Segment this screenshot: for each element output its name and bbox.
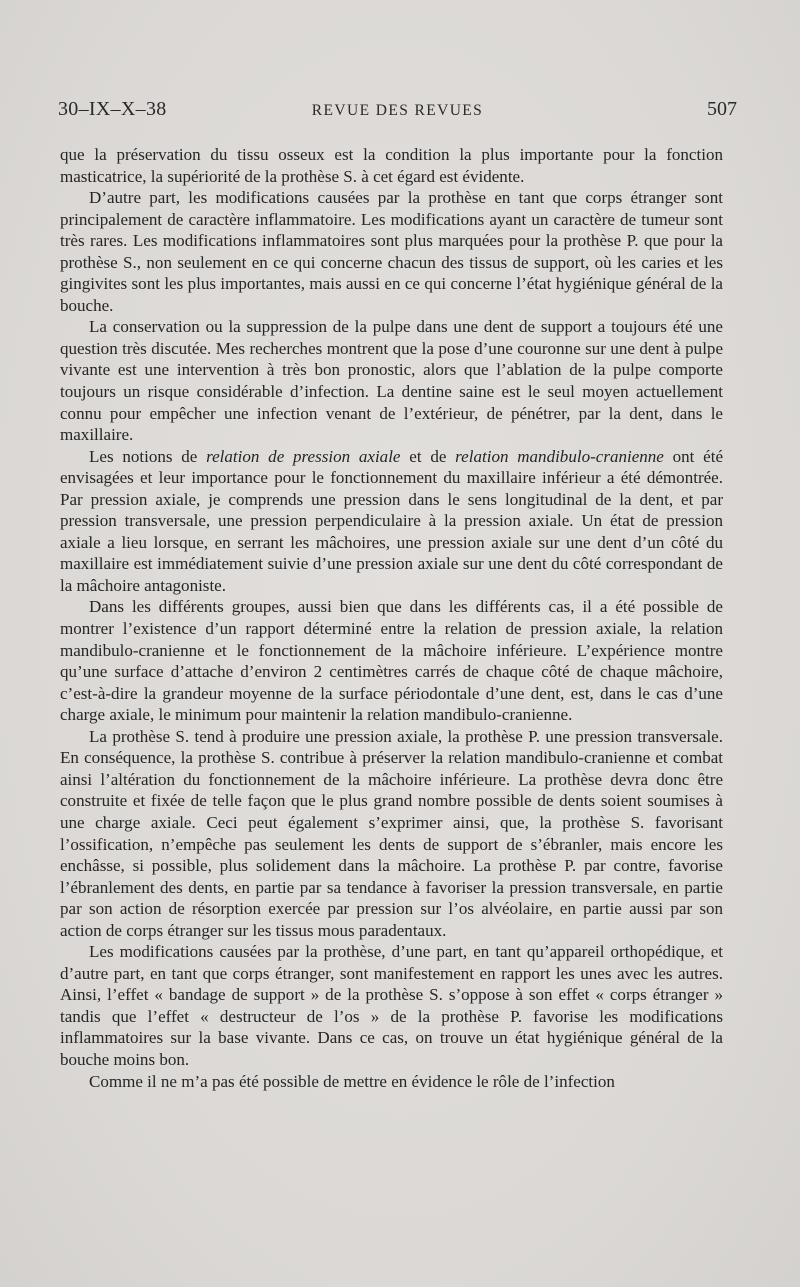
paragraph: La prothèse S. tend à produire une pression axiale, la prothèse P. une pression transversale. En conséquence, la prothèse S. contribue à préserver la relation mandibulo-cranienne et combat ainsi l’altération du fonctionnement de la mâchoire inférieure. La prothèse devra donc être construite et fixée de telle façon que le plus grand nombre possible de dents soient soumises à une charge axiale. Ceci peut également s’exprimer ainsi, que, la prothèse S. favorisant l’ossification, n’empêche pas seulement les dents de support de s’ébranler, mais encore les enchâsse, si possible, plus solidement dans la mâchoire. La prothèse P. par contre, favorise l’ébranlement des dents, en partie par sa tendance à favoriser la pression transversale, en partie par son action de résorption exercée par pression sur l’os alvéolaire, en partie aussi par son action de corps étranger sur les tissus mous paradentaux.	[60, 726, 723, 940]
paragraph: Les modifications causées par la prothèse, d’une part, en tant qu’appareil orthopédique, et d’autre part, en tant que corps étranger, sont manifestement en rapport les unes avec les autres. Ainsi, l’effet « bandage de support » de la prothèse S. s’oppose à son effet « corps étranger » tandis que l’effet « destructeur de l’os » de la prothèse P. favorise les modifications inflammatoires sur la base vivante. Dans ce cas, on trouve un état hygiénique général de la bouche moins bon.	[60, 942, 723, 1069]
article-body	[60, 144, 723, 1092]
paragraph-text: Les notions de	[89, 446, 207, 466]
section-title: REVUE DES REVUES	[311, 102, 484, 119]
paragraph-text: ont été envisagées et leur importance pour le fonctionnement du maxillaire inférieur a été démontrée. Par pression axiale, je comprends une pression dans le sens longitudinal de la dent, et par pression transversale, une pression perpendiculaire à la pression axiale. Un état de pression axiale a lieu lorsque, en serrant les mâchoires, une pression axiale sur une dent d’un côté du maxillaire est immédiatement suivie d’une pression axiale sur une dent du côté correspondant de la mâchoire antagoniste.	[60, 446, 724, 595]
paragraph-truncated: Comme il ne m’a pas été possible de mettre en évidence le rôle de l’infection	[89, 1071, 615, 1091]
paragraph-continuation: que la préservation du tissu osseux est la condition la plus importante pour la fonction masticatrice, la supériorité de la prothèse S. à cet égard est évidente.	[60, 145, 723, 186]
paragraph-text: et de	[400, 446, 456, 466]
running-head	[58, 98, 737, 128]
paragraph-with-italic-terms	[60, 446, 723, 597]
italic-term: relation de pression axiale	[206, 446, 401, 466]
page-number: 507	[707, 98, 737, 120]
paragraph: La conservation ou la suppression de la pulpe dans une dent de support a toujours été une question très discutée. Mes recherches montrent que la pose d’une couronne sur une dent à pulpe vivante est une intervention à très bon pronostic, alors que l’ablation de la pulpe comporte toujours un risque considérable d’infection. La dentine saine est le seul moyen actuellement connu pour empêcher une infection venant de l’extérieur, de pénétrer, par la dent, dans le maxillaire.	[60, 317, 723, 445]
paragraph: Dans les différents groupes, aussi bien que dans les différents cas, il a été possible de montrer l’existence d’un rapport déterminé entre la relation de pression axiale, la relation mandibulo-cranienne et le fonctionnement de la mâchoire inférieure. L’expérience montre qu’une surface d’attache d’environ 2 centimètres carrés de chaque côté de chaque mâchoire, c’est-à-dire la grandeur moyenne de la surface périodontale d’une dent, est, dans le cas d’une charge axiale, le minimum pour maintenir la relation mandibulo-cranienne.	[60, 597, 723, 725]
issue-reference: 30–IX–X–38	[58, 98, 167, 120]
paragraph: D’autre part, les modifications causées par la prothèse en tant que corps étranger sont principalement de caractère inflammatoire. Les modifications ayant un caractère de tumeur sont très rares. Les modifications inflammatoires sont plus marquées pour la prothèse P. que pour la prothèse S., non seulement en ce qui concerne chacun des tissus de support, où les caries et les gingivites sont les plus importantes, mais aussi en ce qui concerne l’état hygiénique général de la bouche.	[60, 188, 723, 315]
italic-term: relation mandibulo-cranienne	[455, 446, 664, 466]
